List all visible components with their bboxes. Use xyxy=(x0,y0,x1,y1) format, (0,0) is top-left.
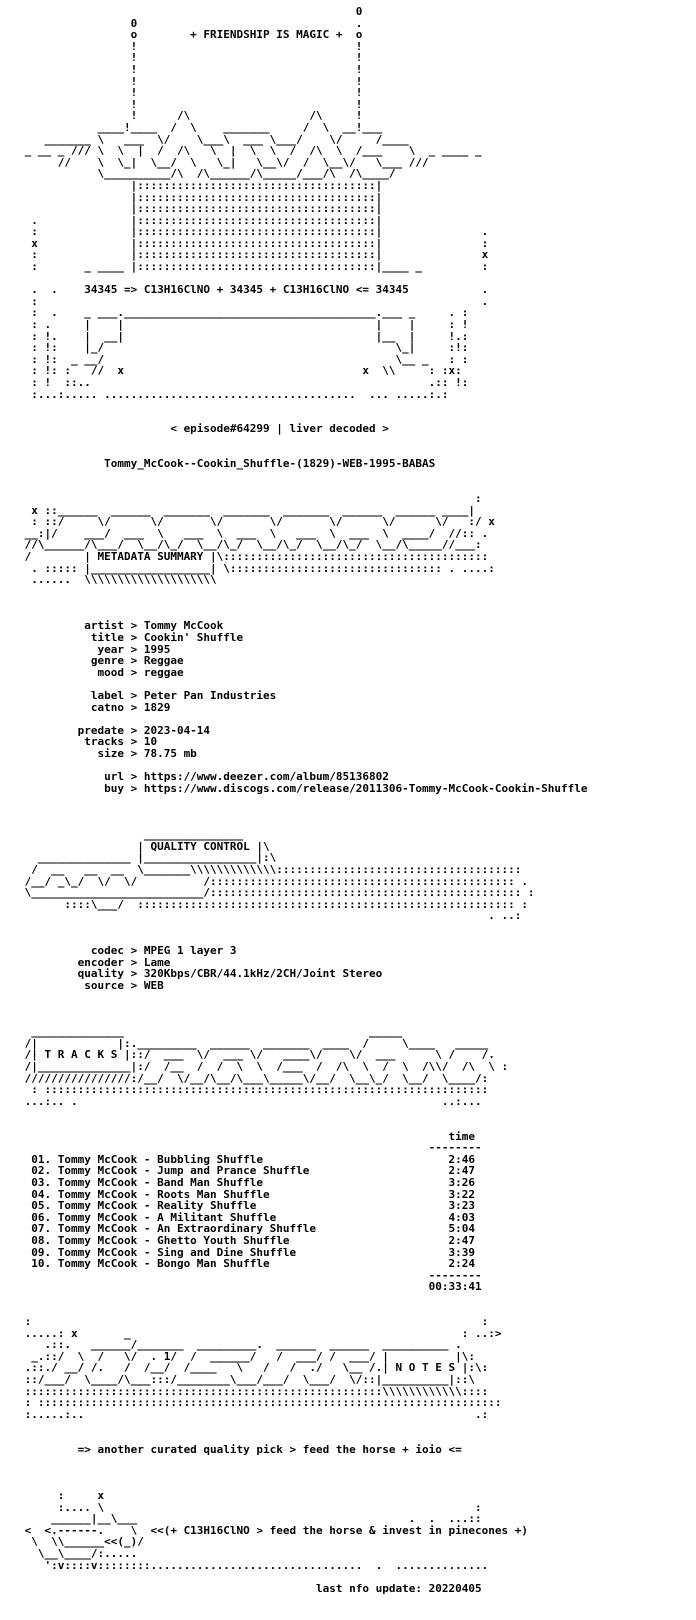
nfo-line: : . xyxy=(18,294,489,308)
nfo-line xyxy=(18,794,696,806)
nfo-line: -------- xyxy=(18,1268,482,1282)
nfo-line: time xyxy=(18,1129,475,1143)
nfo-line: ! ! xyxy=(18,74,363,88)
nfo-line: encoder > Lame xyxy=(18,955,171,969)
nfo-line: mood > reggae xyxy=(18,665,184,679)
nfo-line: ...... \\\\\\\\\\\\\\\\\\\\ xyxy=(18,573,217,587)
nfo-line: -------- xyxy=(18,1141,482,1155)
nfo-line: :...:..... ...................................... ... .....:.: xyxy=(18,387,449,401)
nfo-line: x |::::::::::::::::::::::::::::::::::::| : xyxy=(18,236,489,250)
nfo-line: : x xyxy=(18,1489,105,1502)
nfo-line xyxy=(18,1003,696,1015)
nfo-line: : !. | __| |__ | !.: xyxy=(18,329,469,343)
nfo-line: /| T R A C K S |::/ ___ \/ ___ \/ ____\/ \/ ___ \ / /. xyxy=(18,1048,495,1062)
nfo-line: x ::______ ______ _______ _______ _______ ______ ______ ____| xyxy=(18,503,475,517)
nfo-line: : xyxy=(18,491,482,505)
nfo-line: ...:.. . ..:... xyxy=(18,1094,482,1108)
nfo-line: ':v::::v::::::::................................ . .............. xyxy=(18,1558,489,1572)
nfo-line: ! ! xyxy=(18,51,363,65)
nfo-line: quality > 320Kbps/CBR/44.1kHz/2CH/Joint Stereo xyxy=(18,967,383,981)
nfo-line: :.... \ : xyxy=(18,1500,482,1514)
nfo-line: : ! ::.. .:: !: xyxy=(18,376,469,389)
nfo-line: ::::::::::::::::::::::::::::::::::::::::::::::::::::::\\\\\\\\\\\\:::: xyxy=(18,1384,489,1398)
nfo-line: | QUALITY CONTROL |\ xyxy=(18,839,270,853)
nfo-line: //\______/\___/ \__/\_/ \__/\_/ \__/\_/ \__/\_/ \__/\_____//___: xyxy=(18,538,482,552)
nfo-line: title > Cookin' Shuffle xyxy=(18,631,244,645)
nfo-line: __:|/ ___/ ___ \ ___ \ ___ \ ___ \ ___ \ ____/ //:: . xyxy=(18,526,489,540)
nfo-line: => another curated quality pick > feed the horse + ioio <= xyxy=(18,1442,462,1456)
nfo-line xyxy=(18,1432,696,1444)
nfo-line: codec > MPEG 1 layer 3 xyxy=(18,944,237,958)
nfo-line: 00:33:41 xyxy=(18,1280,482,1294)
nfo-line: .::. ______/_______ _________. ______ ______ __________ . xyxy=(18,1338,462,1352)
nfo-line: . ::::: |__________________| \:::::::::::::::::::::::::::::::: . ....: xyxy=(18,561,495,575)
nfo-line: / | METADATA SUMMARY |\:::::::::::::::::::::::::::::::::::::::: xyxy=(18,549,489,563)
nfo-line: 07. Tommy McCook - An Extraordinary Shuffle 5:04 xyxy=(18,1222,475,1236)
nfo-line: /|______________|:/ /__ / / \ \ /___ / /\ \ / \ /\\/ /\ \ : xyxy=(18,1060,509,1074)
nfo-line: ____!____ / \ _______ / \ __!___ xyxy=(18,120,383,134)
nfo-line: _______________ xyxy=(18,828,244,842)
nfo-line: /| |:._________ ______ _______ ____ / \____ _____ xyxy=(18,1036,489,1050)
nfo-line xyxy=(18,1571,696,1583)
nfo-line: _______ \ ___ \/ \___\ ___ \___/ \/ /____ xyxy=(18,132,409,146)
nfo-line xyxy=(18,1455,696,1467)
nfo-line: label > Peter Pan Industries xyxy=(18,689,277,703)
nfo-line: . . 34345 => C13H16ClNO + 34345 + C13H16ClNO <= 34345 . xyxy=(18,283,489,297)
nfo-line: < episode#64299 | liver decoded > xyxy=(18,422,389,436)
nfo-line: ::::\___/ ::::::::::::::::::::::::::::::::::::::::::::::::::::::::: : xyxy=(18,897,528,911)
nfo-line: last nfo update: 20220405 xyxy=(18,1581,482,1595)
nfo-line: 03. Tommy McCook - Band Man Shuffle 3:26 xyxy=(18,1175,475,1189)
nfo-line xyxy=(18,586,696,598)
nfo-line: buy > https://www.discogs.com/release/2011306-Tommy-McCook-Cookin-Shuffle xyxy=(18,781,588,795)
nfo-line: ______________ |_________________|:\ xyxy=(18,851,277,865)
nfo-line: \__________/\ /\______/\_____/___/\ /\____/ xyxy=(18,167,396,181)
nfo-line xyxy=(18,435,696,447)
nfo-line: ______________ _____ xyxy=(18,1025,403,1039)
nfo-line: ! ! xyxy=(18,97,363,111)
nfo-line: ! ! xyxy=(18,62,363,76)
nfo-line: ////////////////:/__/ \/__/\__/\___\_____\/__/ \__\_/ \__/ \____/: xyxy=(18,1071,489,1085)
nfo-line: : ::/ \/ \/ \/ \/ \/ \/ \/ :/ x xyxy=(18,515,495,529)
nfo-line: 01. Tommy McCook - Bubbling Shuffle 2:46 xyxy=(18,1152,475,1166)
nfo-line xyxy=(18,1467,696,1479)
nfo-line: url > https://www.deezer.com/album/85136802 xyxy=(18,770,389,784)
nfo-line: year > 1995 xyxy=(18,642,171,656)
nfo-line: tracks > 10 xyxy=(18,735,158,749)
nfo-line: / __ __ __ \_______\\\\\\\\\\\\\::::::::::::::::::::::::::::::::::::: xyxy=(18,862,522,876)
nfo-line xyxy=(18,1420,696,1432)
nfo-line xyxy=(18,597,696,609)
nfo-line: .....: x _ : ..:> xyxy=(18,1326,502,1340)
nfo-line xyxy=(18,400,696,412)
nfo-line: 10. Tommy McCook - Bongo Man Shuffle 2:24 xyxy=(18,1257,475,1271)
nfo-line: : !: : // x x \\ : :x: xyxy=(18,364,462,378)
nfo-line: .::./ __/ /. / /__/ /____ \ / / ./ \__ /.| N O T E S |:\: xyxy=(18,1361,489,1375)
nfo-line xyxy=(18,1293,696,1305)
nfo-line: |::::::::::::::::::::::::::::::::::::| xyxy=(18,202,383,216)
nfo-line: 0 . xyxy=(18,16,363,30)
nfo-line: : . _ ___.______________________________________.___ _ . : xyxy=(18,306,469,320)
nfo-line: genre > Reggae xyxy=(18,654,184,668)
nfo-line: 06. Tommy McCook - A Militant Shuffle 4:03 xyxy=(18,1210,475,1224)
nfo-line: artist > Tommy McCook xyxy=(18,619,224,633)
nfo-line: : : xyxy=(18,1315,489,1329)
nfo-line: ! /\ /\ ! xyxy=(18,109,363,123)
nfo-line: : . | | | | : ! xyxy=(18,318,469,332)
nfo-line: size > 78.75 mb xyxy=(18,747,197,760)
nfo-line: ::/___/ \____/\___:::/________\___/___/ \___/ \/::|__________|::\ xyxy=(18,1373,475,1387)
nfo-line: Tommy_McCook--Cookin_Shuffle-(1829)-WEB-1995-BABAS xyxy=(18,457,436,471)
nfo-line: 04. Tommy McCook - Roots Man Shuffle 3:22 xyxy=(18,1187,475,1201)
nfo-line xyxy=(18,991,696,1003)
nfo-line: source > WEB xyxy=(18,978,164,992)
nfo-line: : _ ____ |::::::::::::::::::::::::::::::::::::|____ _ : xyxy=(18,260,489,274)
nfo-line: |::::::::::::::::::::::::::::::::::::| xyxy=(18,190,383,204)
nfo-line: 08. Tommy McCook - Ghetto Youth Shuffle 2:47 xyxy=(18,1233,475,1247)
nfo-line: \__\____/:..... xyxy=(18,1546,138,1560)
nfo-line: ______|__\___ . . ...:: xyxy=(18,1512,482,1526)
nfo-line: \ \\______<<(_)/ xyxy=(18,1535,489,1549)
nfo-line: \__________________________/::::::::::::::::::::::::::::::::::::::::::::::: : xyxy=(18,886,535,900)
nfo-line: . |::::::::::::::::::::::::::::::::::::| xyxy=(18,213,383,227)
nfo-line xyxy=(18,470,696,482)
nfo-line xyxy=(18,806,696,818)
nfo-line: /__/ _\_/ \/ \/ /:::::::::::::::::::::::::::::::::::::::::::::: . xyxy=(18,874,528,888)
nfo-line: 05. Tommy McCook - Reality Shuffle 3:23 xyxy=(18,1199,475,1213)
nfo-line: catno > 1829 xyxy=(18,700,171,714)
nfo-line: ! ! xyxy=(18,86,363,100)
nfo-line: : :::::::::::::::::::::::::::::::::::::::::::::::::::::::::::::::::::::: xyxy=(18,1396,502,1410)
nfo-line: : ::::::::::::::::::::::::::::::::::::::::::::::::::::::::::::::::::: xyxy=(18,1083,489,1097)
nfo-line xyxy=(18,922,696,934)
nfo-line: o + FRIENDSHIP IS MAGIC + o xyxy=(18,28,363,42)
nfo-line: :.....:.. .: xyxy=(18,1407,489,1421)
nfo-line xyxy=(18,1478,696,1490)
nfo-line: // \ \_| \__/ \ \_| \__\/ / \__\/ \___ /// xyxy=(18,155,436,169)
nfo-line: : |::::::::::::::::::::::::::::::::::::| x xyxy=(18,248,489,262)
nfo-line: : !: |_/ \_| :!: xyxy=(18,341,469,355)
nfo-line: ! ! xyxy=(18,39,363,53)
nfo-line: : |::::::::::::::::::::::::::::::::::::| . xyxy=(18,225,489,239)
nfo-line xyxy=(18,1107,696,1119)
nfo-line: |::::::::::::::::::::::::::::::::::::| xyxy=(18,178,383,192)
nfo-line: 09. Tommy McCook - Sing and Dine Shuffle 3:39 xyxy=(18,1245,475,1259)
nfo-line: _.::/ \ / \/ . 1/ / ______/ / ___/ / ___/ | |\: xyxy=(18,1349,475,1363)
nfo-line: 0 xyxy=(18,5,363,18)
nfo-line: . ..: xyxy=(18,909,522,923)
nfo-line: _ __ _ /// \ \ | / /\ \ | \ \ / /\ \ /___ \ _ ____ _ xyxy=(18,144,482,158)
nfo-line: < <.------. \ <<(+ C13H16ClNO > feed the horse & invest in pinecones +) xyxy=(18,1523,528,1537)
nfo-line: predate > 2023-04-14 xyxy=(18,723,211,737)
nfo-line: 02. Tommy McCook - Jump and Prance Shuffle 2:47 xyxy=(18,1164,475,1178)
nfo-line: : !: _ __/ \__ _ : : xyxy=(18,352,469,366)
nfo-line xyxy=(18,1119,696,1131)
